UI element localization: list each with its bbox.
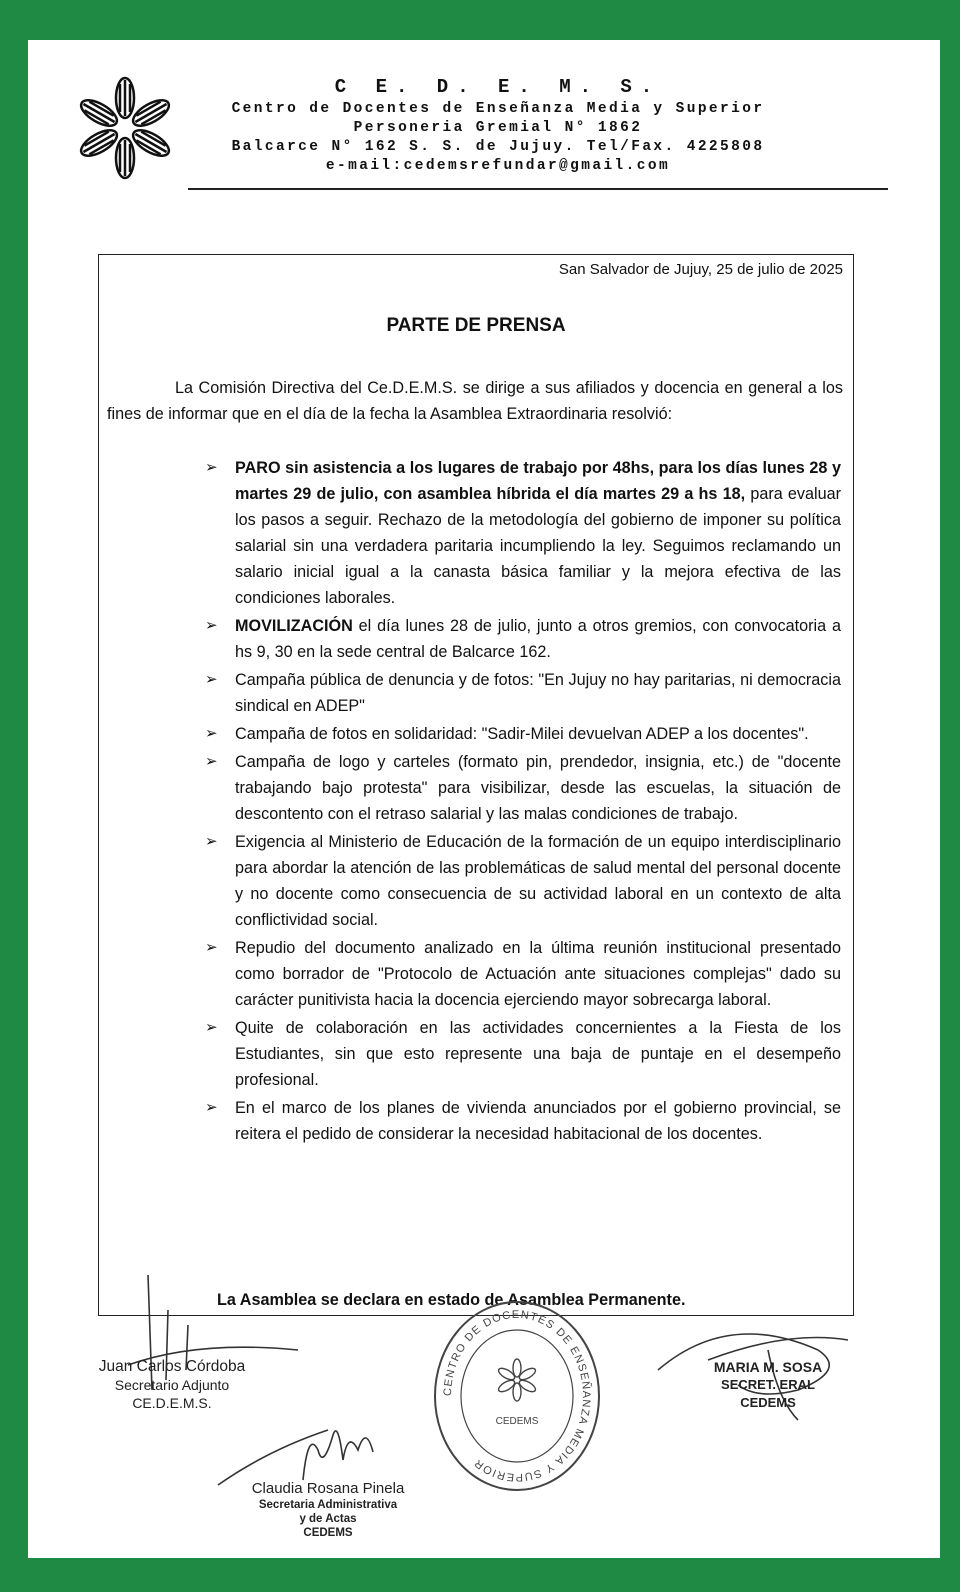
- intro-paragraph: La Comisión Directiva del Ce.D.E.M.S. se dirige a sus afiliados y docencia en general a los fines de informar que en el día de la fecha la Asamblea Extraordinaria resolvió:: [107, 379, 843, 423]
- arrow-bullet-icon: ➢: [205, 671, 218, 688]
- list-item: ➢ Quite de colaboración en las actividades concernientes a la Fiesta de los Estudiantes, sin que esto represente una baja de puntaje en el desempeño profesional.: [205, 1015, 841, 1093]
- official-stamp: [432, 1298, 602, 1494]
- list-item: ➢ En el marco de los planes de vivienda anunciados por el gobierno provincial, se reitera el pedido de considerar la necesidad habitacional de los docentes.: [205, 1095, 841, 1147]
- arrow-bullet-icon: ➢: [205, 939, 218, 956]
- list-item: ➢ MOVILIZACIÓN el día lunes 28 de julio, junto a otros gremios, con convocatoria a hs 9, 30 en la sede central de Balcarce 162.: [205, 613, 841, 665]
- org-address: Balcarce N° 162 S. S. de Jujuy. Tel/Fax. 4225808: [231, 139, 765, 155]
- list-item: ➢ Campaña de logo y carteles (formato pin, prendedor, insignia, etc.) de "docente trabajando bajo protesta" para visibilizar, desde las escuelas, la situación de descontento con el retraso salarial y las malas condiciones de trabajo.: [205, 749, 841, 827]
- arrow-bullet-icon: ➢: [205, 753, 218, 770]
- document-page: [28, 40, 940, 1558]
- list-item: ➢ Exigencia al Ministerio de Educación de la formación de un equipo interdisciplinario para abordar la atención de las problemáticas de salud mental del personal docente y no docente como consecuencia de su actividad laboral en un contexto de alta conflictividad social.: [205, 829, 841, 933]
- svg-text:CENTRO DE DOCENTES DE ENSEÑANZ: CENTRO DE DOCENTES DE ENSEÑANZA MEDIA Y SUPERIOR: [441, 1308, 593, 1484]
- org-acronym: C E. D. E. M. S.: [334, 76, 662, 98]
- press-release-body: [98, 254, 854, 1316]
- signature-block-general: [668, 1358, 868, 1412]
- list-item: ➢ Repudio del documento analizado en la última reunión institucional presentado como borrador de "Protocolo de Actuación ante situaciones complejas" dado su carácter punitivista hacia la docencia ejerciendo mayor sobrecarga laboral.: [205, 935, 841, 1013]
- signer-org: CE.D.E.M.S.: [132, 1395, 212, 1411]
- svg-text:CEDEMS: CEDEMS: [495, 1416, 539, 1427]
- list-item: ➢ Campaña pública de denuncia y de fotos: "En Jujuy no hay paritarias, ni democracia sindical en ADEP": [205, 667, 841, 719]
- signer-name: MARIA M. SOSA: [713, 1359, 823, 1375]
- arrow-bullet-icon: ➢: [205, 833, 218, 850]
- cedems-logo: [66, 76, 184, 180]
- arrow-bullet-icon: ➢: [205, 1099, 218, 1116]
- list-item: ➢ Campaña de fotos en solidaridad: "Sadir-Milei devuelvan ADEP a los docentes".: [205, 721, 841, 747]
- document-title: PARTE DE PRENSA: [386, 315, 566, 336]
- arrow-bullet-icon: ➢: [205, 459, 218, 476]
- signature-block-adjunto: [72, 1358, 272, 1412]
- signer-name: Claudia Rosana Pinela: [251, 1480, 405, 1497]
- signer-role: SECRET. ERAL: [721, 1377, 815, 1392]
- resolutions-list: [205, 455, 841, 1149]
- signer-role: Secretaria Administrativa: [258, 1499, 398, 1511]
- signature-block-administrativa: [233, 1480, 423, 1540]
- signer-org: CEDEMS: [740, 1395, 796, 1410]
- letterhead-divider: [188, 188, 888, 190]
- signer-name: Juan Carlos Córdoba: [98, 1358, 246, 1375]
- arrow-bullet-icon: ➢: [205, 1019, 218, 1036]
- signer-role-2: y de Actas: [299, 1513, 357, 1525]
- org-email: e-mail:cedemsrefundar@gmail.com: [325, 158, 671, 174]
- signer-role: Secretario Adjunto: [114, 1377, 230, 1393]
- signer-org: CEDEMS: [303, 1527, 353, 1539]
- document-date: San Salvador de Jujuy, 25 de julio de 2025: [558, 261, 843, 278]
- letterhead: [178, 74, 818, 176]
- org-fullname: Centro de Docentes de Enseñanza Media y Superior: [231, 101, 765, 117]
- arrow-bullet-icon: ➢: [205, 725, 218, 742]
- arrow-bullet-icon: ➢: [205, 617, 218, 634]
- closing-statement: La Asamblea se declara en estado de Asamblea Permanente.: [217, 1291, 686, 1309]
- list-item: ➢ PARO sin asistencia a los lugares de trabajo por 48hs, para los días lunes 28 y martes 29 de julio, con asamblea híbrida el día martes 29 a hs 18, para evaluar los pasos a seguir. Rechazo de la metodología del gobierno de imponer su política salarial sin una verdadera paritaria incumpliendo la ley. Seguimos reclamando un salario inicial igual a la canasta básica familiar y la mejora efectiva de las condiciones laborales.: [205, 455, 841, 611]
- org-registration: Personeria Gremial N° 1862: [353, 120, 643, 136]
